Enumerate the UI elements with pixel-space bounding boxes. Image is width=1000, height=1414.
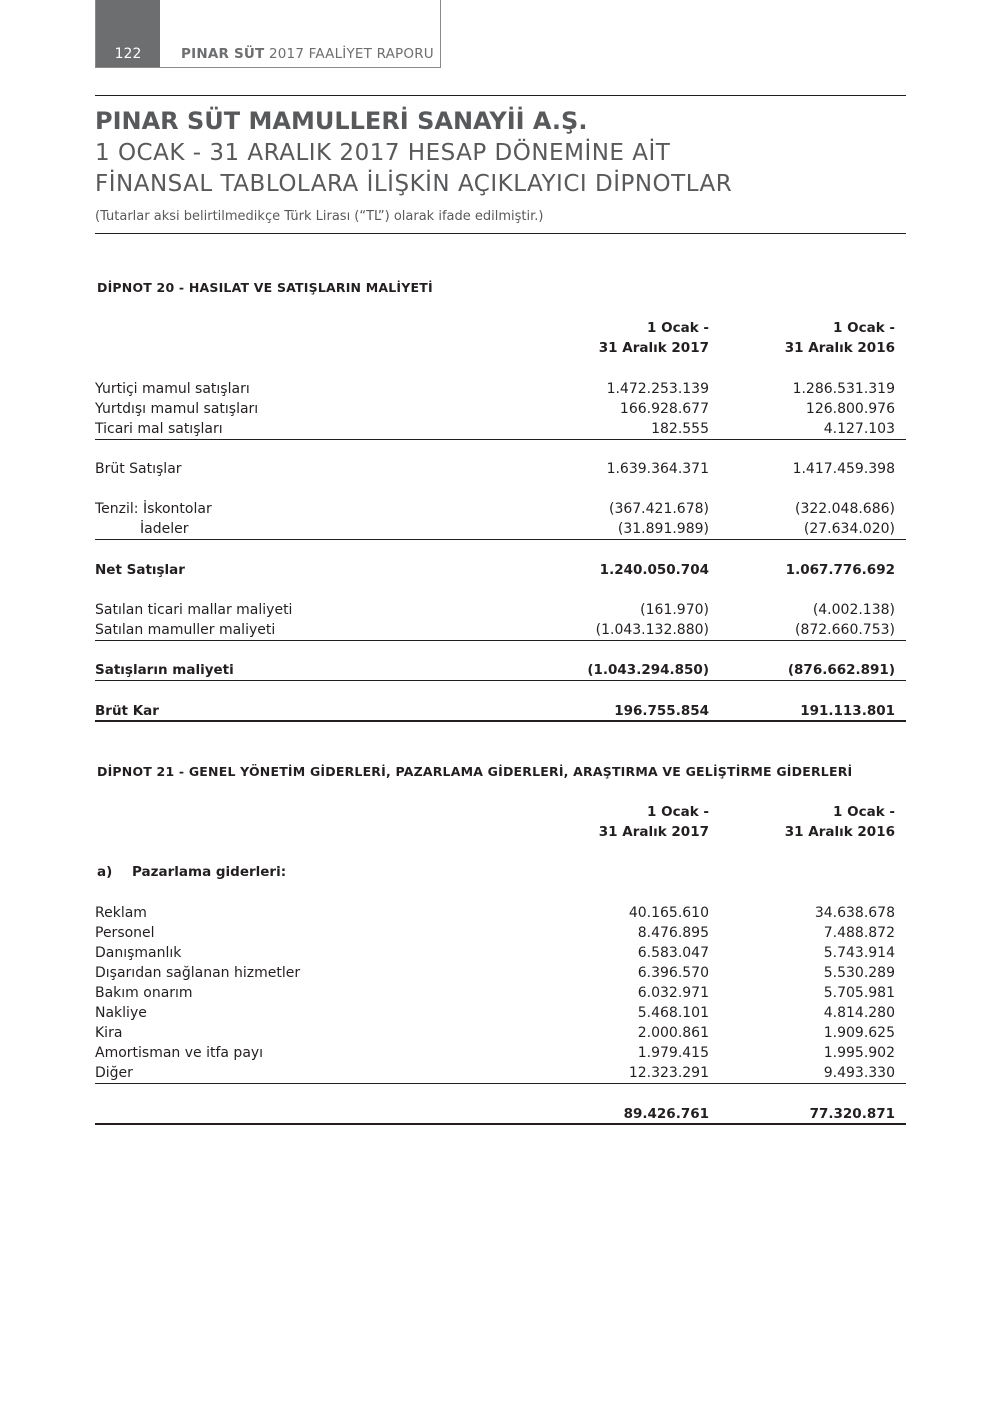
notes-title: FİNANSAL TABLOLARA İLİŞKİN AÇIKLAYICI DİPNOTLAR (95, 171, 733, 197)
value-2017: 2.000.861 (637, 1025, 709, 1041)
report-title-text: 2017 FAALİYET RAPORU (268, 46, 434, 62)
table-row (95, 620, 906, 640)
value-2017: 6.396.570 (637, 965, 709, 981)
table-row (95, 499, 906, 519)
total-2016: 77.320.871 (809, 1106, 895, 1122)
value-2017: 8.476.895 (637, 925, 709, 941)
page-header-tab (95, 0, 441, 68)
table-row (95, 943, 906, 963)
value-2017: 6.032.971 (637, 985, 709, 1001)
value-2017: (367.421.678) (609, 501, 709, 517)
row-label: Bakım onarım (95, 985, 193, 1001)
row-label: Reklam (95, 905, 147, 921)
value-2016: 34.638.678 (814, 905, 895, 921)
note-21-col-2017-line1: 1 Ocak - (647, 804, 709, 820)
total-2017: 89.426.761 (623, 1106, 709, 1122)
table-row (95, 1003, 906, 1023)
value-2016: 1.417.459.398 (792, 461, 895, 477)
page-number-box (96, 0, 160, 67)
row-label: Satılan mamuller maliyeti (95, 622, 276, 638)
value-2016: (27.634.020) (803, 521, 895, 537)
table-row (95, 1043, 906, 1063)
value-2017: 12.323.291 (628, 1065, 709, 1081)
row-label: Tenzil: İskontolar (95, 501, 212, 517)
table-row (95, 923, 906, 943)
value-2017: 196.755.854 (614, 703, 709, 719)
value-2016: 1.909.625 (823, 1025, 895, 1041)
row-label: Danışmanlık (95, 945, 182, 961)
row-label: İadeler (140, 521, 189, 537)
note-20-col-2017-line1: 1 Ocak - (647, 320, 709, 336)
value-2016: 5.743.914 (823, 945, 895, 961)
value-2017: 6.583.047 (637, 945, 709, 961)
period-title: 1 OCAK - 31 ARALIK 2017 HESAP DÖNEMİNE AİT (95, 140, 671, 166)
value-2017: 166.928.677 (619, 401, 709, 417)
row-label: Kira (95, 1025, 123, 1041)
value-2017: 182.555 (651, 421, 709, 437)
value-2016: 5.705.981 (823, 985, 895, 1001)
currency-note: (Tutarlar aksi belirtilmedikçe Türk Lirası (“TL”) olarak ifade edilmiştir.) (95, 209, 544, 224)
value-2017: 1.240.050.704 (599, 562, 709, 578)
row-label: Yurtiçi mamul satışları (95, 381, 250, 397)
note-20-col-2017-line2: 31 Aralık 2017 (598, 340, 709, 356)
report-brand: PINAR SÜT (181, 46, 265, 62)
value-2017: (1.043.294.850) (587, 662, 709, 678)
table-row (95, 519, 906, 539)
row-label: Yurtdışı mamul satışları (95, 401, 259, 417)
note-21-col-2016-line1: 1 Ocak - (833, 804, 895, 820)
title-top-rule (95, 95, 906, 96)
row-label: Brüt Kar (95, 703, 159, 719)
note-20-col-2016-line2: 31 Aralık 2016 (784, 340, 895, 356)
value-2016: 126.800.976 (805, 401, 895, 417)
row-label: Net Satışlar (95, 562, 185, 578)
table-row (95, 660, 906, 680)
table-row (95, 1063, 906, 1083)
value-2016: 1.286.531.319 (792, 381, 895, 397)
value-2017: (161.970) (640, 602, 709, 618)
table-row (95, 560, 906, 580)
value-2016: (4.002.138) (812, 602, 895, 618)
value-2017: 1.979.415 (637, 1045, 709, 1061)
value-2016: 5.530.289 (823, 965, 895, 981)
row-label: Personel (95, 925, 155, 941)
table-row (95, 903, 906, 923)
subsection-title: Pazarlama giderleri: (132, 864, 287, 880)
subtotal-rule (95, 539, 906, 540)
row-label: Diğer (95, 1065, 133, 1081)
title-bottom-rule (95, 233, 906, 234)
note-20-title: DİPNOT 20 - HASILAT VE SATIŞLARIN MALİYETİ (97, 280, 433, 295)
value-2017: 1.639.364.371 (606, 461, 709, 477)
value-2016: 4.814.280 (823, 1005, 895, 1021)
value-2016: (322.048.686) (795, 501, 895, 517)
value-2017: 1.472.253.139 (606, 381, 709, 397)
page-number: 122 (114, 46, 142, 62)
value-2016: 7.488.872 (823, 925, 895, 941)
report-title (181, 47, 434, 61)
total-rule (95, 720, 906, 722)
subtotal-rule (95, 680, 906, 681)
row-label: Brüt Satışlar (95, 461, 182, 477)
subtotal-rule (95, 439, 906, 440)
row-label: Dışarıdan sağlanan hizmetler (95, 965, 301, 981)
table-row (95, 983, 906, 1003)
subtotal-rule (95, 1083, 906, 1084)
row-label: Amortisman ve itfa payı (95, 1045, 264, 1061)
value-2016: 191.113.801 (800, 703, 895, 719)
table-row (95, 399, 906, 419)
row-label: Nakliye (95, 1005, 147, 1021)
note-21-title: DİPNOT 21 - GENEL YÖNETİM GİDERLERİ, PAZARLAMA GİDERLERİ, ARAŞTIRMA VE GELİŞTİRME GİDERLERİ (97, 764, 853, 779)
table-row (95, 419, 906, 439)
table-row (95, 600, 906, 620)
subtotal-rule (95, 640, 906, 641)
note-21-col-2016-line2: 31 Aralık 2016 (784, 824, 895, 840)
row-label: Satışların maliyeti (95, 662, 234, 678)
value-2016: 4.127.103 (823, 421, 895, 437)
value-2016: (872.660.753) (795, 622, 895, 638)
value-2016: 9.493.330 (823, 1065, 895, 1081)
note-21-col-2017-line2: 31 Aralık 2017 (598, 824, 709, 840)
note-20-col-2016-line1: 1 Ocak - (833, 320, 895, 336)
table-row (95, 379, 906, 399)
value-2017: (31.891.989) (617, 521, 709, 537)
row-label: Ticari mal satışları (95, 421, 223, 437)
value-2016: 1.067.776.692 (785, 562, 895, 578)
total-rule (95, 1123, 906, 1125)
value-2016: 1.995.902 (823, 1045, 895, 1061)
table-row (95, 963, 906, 983)
value-2017: 40.165.610 (628, 905, 709, 921)
company-name: PINAR SÜT MAMULLERİ SANAYİİ A.Ş. (95, 107, 588, 135)
value-2016: (876.662.891) (787, 662, 895, 678)
value-2017: 5.468.101 (637, 1005, 709, 1021)
table-row (95, 1023, 906, 1043)
table-row (95, 701, 906, 721)
table-row (95, 459, 906, 479)
value-2017: (1.043.132.880) (595, 622, 709, 638)
total-row (95, 1104, 906, 1124)
row-label: Satılan ticari mallar maliyeti (95, 602, 293, 618)
subsection-letter: a) (97, 864, 113, 880)
